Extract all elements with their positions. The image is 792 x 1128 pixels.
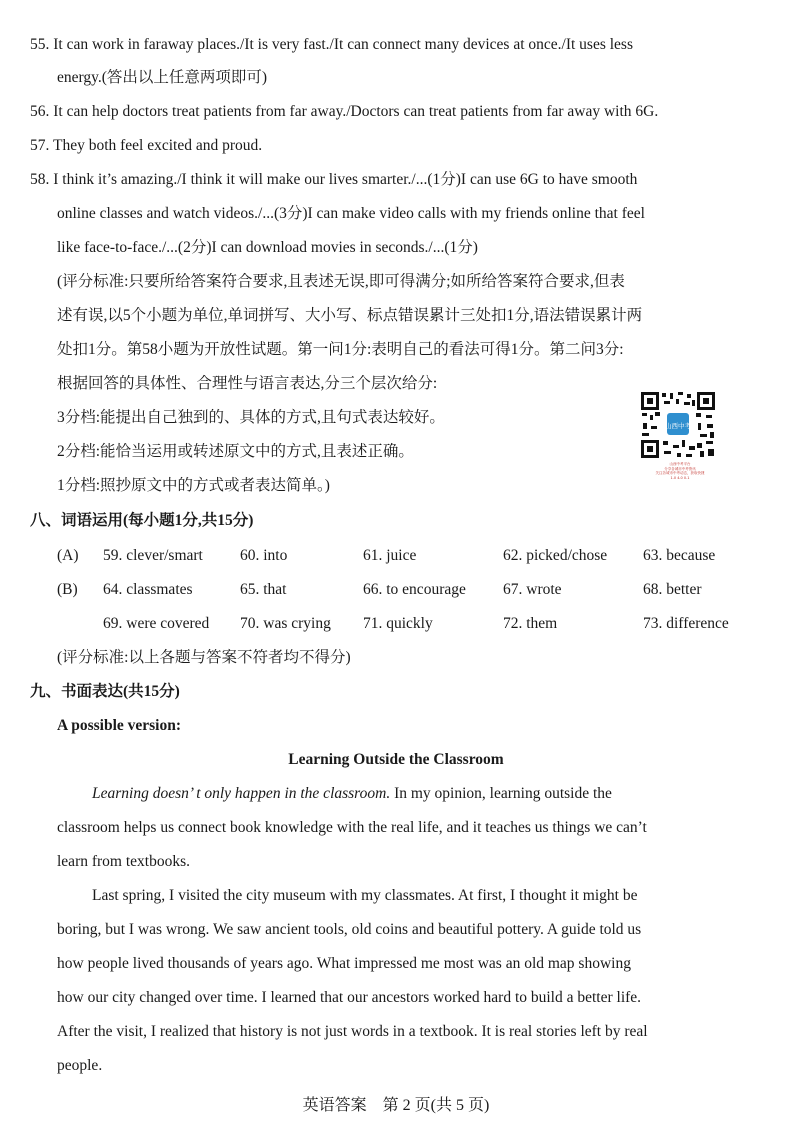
scoring-line-1: (评分标准:只要所给答案符合要求,且表述无误,即可得满分;如所给答案符合要求,但表 xyxy=(57,273,625,290)
essay-p2-line-4: how our city changed over time. I learned that our ancestors worked hard to build a better life. xyxy=(57,989,642,1006)
section-8-heading: 八、词语运用(每小题1分,共15分) xyxy=(30,512,254,529)
answer-55: 55. It can work in faraway places./It is very fast./It can connect many devices at once./It uses less xyxy=(30,36,633,53)
possible-version-label: A possible version: xyxy=(57,717,182,734)
scoring-line-7: 1分档:照抄原文中的方式或者表达简单。) xyxy=(57,477,330,494)
essay-p2-line-6: people. xyxy=(57,1057,103,1074)
essay-p2-line-5: After the visit, I realized that history is not just words in a textbook. It is real stories left by real xyxy=(57,1023,648,1040)
scoring-line-4: 根据回答的具体性、合理性与语言表达,分三个层次给分: xyxy=(57,375,438,392)
essay-p1-line-3: learn from textbooks. xyxy=(57,853,191,870)
scoring-line-5: 3分档:能提出自己独到的、具体的方式,且句式表达较好。 xyxy=(57,409,445,426)
essay-p2-line-2: boring, but I was wrong. We saw ancient tools, old coins and beautiful pottery. A guide told us xyxy=(57,921,642,938)
essay-title: Learning Outside the Classroom xyxy=(288,751,504,768)
section-8-note: (评分标准:以上各题与答案不符者均不得分) xyxy=(57,649,351,666)
qr-caption: 山西中考平台 分享各城市中考资讯 关注各城市中考动态，获取快捷 1.0 4.0 0.1 xyxy=(655,462,705,480)
essay-p2-line-3: how people lived thousands of years ago. What impressed me most was an old map showing xyxy=(57,955,631,972)
group-a-label: (A) xyxy=(57,547,79,564)
essay-p1-line-2: classroom helps us connect book knowledge with the real life, and it teaches us things we can’t xyxy=(57,819,647,836)
group-b-label: (B) xyxy=(57,581,78,598)
scoring-line-3: 处扣1分。第58小题为开放性试题。第一问1分:表明自己的看法可得1分。第二问3分: xyxy=(57,341,624,358)
answer-58-line-3: like face-to-face./...(2分)I can download movies in seconds./...(1分) xyxy=(57,239,478,256)
answer-57: 57. They both feel excited and proud. xyxy=(30,137,263,154)
answer-56: 56. It can help doctors treat patients from far away./Doctors can treat patients from far away with 6G. xyxy=(30,103,659,120)
answer-58-line-2: online classes and watch videos./...(3分)I can make video calls with my friends online that feel xyxy=(57,205,645,222)
answer-page: 55. It can work in faraway places./It is very fast./It can connect many devices at once./It uses less energy.(答出以上任意两项即可) 56. It can help doctors treat patients from far away./Doctors can treat patients from far away with 6G. 57. They both feel excited and proud. 58. I think it’s amazing./I think it will make our lives smarter./...(1分)I can use 6G to have smooth online classes and watch videos./...(3分)I can make video calls with my friends online that feel like face-to-face./...(2分)I can download movies in seconds./...(1分) (评分标准:只要所给答案符合要求,且表述无误,即可得满分;如所给答案符合要求,但表 述有误,以5个小题为单位,单词拼写、大小写、标点错误累计三处扣1分,语法错误累计两 处扣1分。第58小题为开放性试题。第一问1分:表明自己的看法可得1分。第二问3分: 根据回答的具体性、合理性与语言表达,分三个层次给分: 3分档:能提出自己独到的、具体的方式,且句式表达较好。 2分档:能恰当运用或转述原文中的方式,且表述正确。 1分档:照抄原文中的方式或者表达简单。) 山西中考 山西中考平台 分享各城市中考资讯 关注各城市中考动态，获取快捷 1.0 4.0 0.1 八、词语运用(每小题1分,共15分) (A) 59. clever/smart 60. into 61. juice 62. picked/chose 63. because (B) 64. classmates 65. that 66. to encourage 67. wrote 68. better 69. were covered 70. was crying 71. quickly 72. them 73. difference (评分标准:以上各题与答案不符者均不得分) 九、书面表达(共15分) A possible version: Learning Outside the Classroom Learning doesn’ t only happen in the classroom. In my opinion, learning outside the classroom helps us connect book knowledge with the real life, and it teaches us things we can’t learn from textbooks. Last spring, I visited the city museum with my classmates. At first, I thought it might be boring, but I was wrong. We saw ancient tools, old coins and beautiful pottery. A guide told us how people lived thousands of years ago. What impressed me most was an old map showing how our city changed over time. I learned that our ancestors worked hard to build a better life. After the visit, I realized that history is not just words in a textbook. It is real stories left by real people. 英语答案 第 2 页(共 5 页) xyxy=(0,0,792,1128)
answer-55-continued: energy.(答出以上任意两项即可) xyxy=(57,69,268,86)
scoring-line-2: 述有误,以5个小题为单位,单词拼写、大小写、标点错误累计三处扣1分,语法错误累计两 xyxy=(57,307,643,324)
page-footer: 英语答案 第 2 页(共 5 页) xyxy=(302,1097,490,1114)
scoring-line-6: 2分档:能恰当运用或转述原文中的方式,且表述正确。 xyxy=(57,443,414,460)
section-9-heading: 九、书面表达(共15分) xyxy=(30,683,180,700)
essay-p1-line-1: Learning doesn’ t only happen in the classroom. In my opinion, learning outside the xyxy=(92,785,612,802)
qr-center-label: 山西中考 xyxy=(665,422,691,430)
answer-58-line-1: 58. I think it’s amazing./I think it will make our lives smarter./...(1分)I can use 6G to have smooth xyxy=(30,171,638,188)
essay-p2-line-1: Last spring, I visited the city museum with my classmates. At first, I thought it might be xyxy=(92,887,638,904)
qr-code-icon[interactable] xyxy=(640,391,716,459)
